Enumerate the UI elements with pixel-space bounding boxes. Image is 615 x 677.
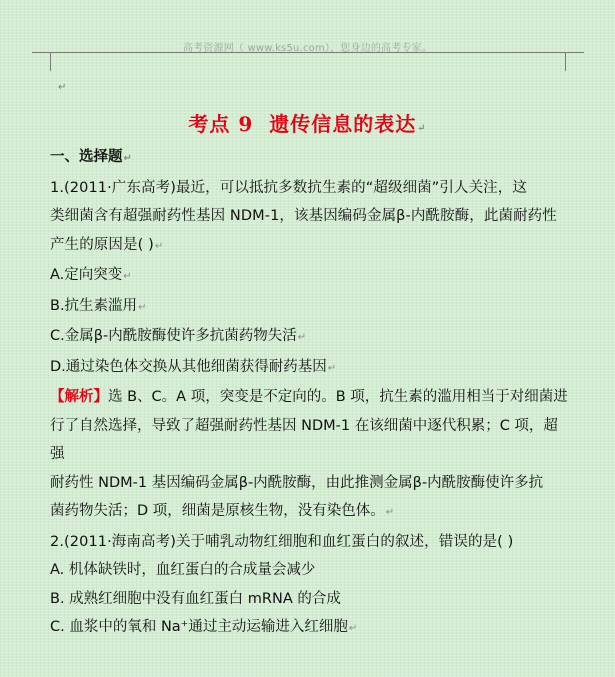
question-1-option-b: B.抗生素滥用↵ [50, 297, 147, 314]
paragraph-mark-icon: ↵ [297, 332, 307, 343]
paragraph-mark-icon: ↵ [154, 240, 164, 252]
paragraph-mark-icon: ↵ [348, 623, 358, 634]
title-topic-number: 考点 9 [188, 112, 254, 136]
question-1-stem-line: 产生的原因是( )↵ [50, 236, 164, 253]
question-1-option-d: D.通过染色体交换从其他细菌获得耐药基因↵ [50, 358, 337, 375]
question-1-stem: 1.(2011·广东高考)最近，可以抵抗多数抗生素的“超级细菌”引人关注，这 [50, 179, 527, 196]
question-1-option-a: A.定向突变↵ [50, 267, 132, 283]
question-2-stem: 2.(2011·海南高考)关于哺乳动物红细胞和血红蛋白的叙述，错误的是( ) [50, 533, 514, 550]
paragraph-mark-icon: ↵ [138, 301, 147, 313]
header-corner-mark-right [565, 52, 584, 71]
header-corner-mark-left [32, 52, 51, 71]
paragraph-mark-icon: ↵ [417, 123, 427, 134]
paragraph-mark-icon: ↵ [58, 82, 67, 93]
section-heading: 一、选择题↵ [50, 149, 132, 165]
page-title [0, 108, 615, 137]
question-2-option-a: A. 机体缺铁时，血红蛋白的合成量会减少 [50, 562, 316, 578]
question-1-stem-line: 类细菌含有超强耐药性基因 NDM-1，该基因编码金属β-内酰胺酶，此菌耐药性 [50, 208, 557, 224]
question-2-option-c: C. 血浆中的氧和 Na⁺通过主动运输进入红细胞↵ [50, 619, 358, 635]
question-1-analysis-line: 耐药性 NDM-1 基因编码金属β-内酰胺酶，由此推测金属β-内酰胺酶使许多抗 [50, 474, 544, 491]
paragraph-mark-icon: ↵ [123, 153, 132, 164]
paragraph-mark-icon: ↵ [123, 271, 132, 282]
document-body [50, 143, 572, 644]
question-1-option-c: C.金属β-内酰胺酶使许多抗菌药物失活↵ [50, 328, 307, 344]
question-1-analysis-line: 菌药物失活；D 项，细菌是原核生物，没有染色体。↵ [50, 503, 395, 519]
paragraph-mark-icon: ↵ [327, 362, 337, 374]
page-header-banner: 高考资源网（ www.ks5u.com），您身边的高考专家。 [182, 43, 433, 54]
header-rule [50, 52, 565, 53]
question-1-analysis: 【解析】选 B、C。A 项，突变是不定向的。B 项，抗生素的滥用相当于对细菌进 [50, 389, 568, 405]
question-2-option-b: B. 成熟红细胞中没有血红蛋白 mRNA 的合成 [50, 590, 341, 607]
title-topic-name: 遗传信息的表达 [269, 112, 417, 136]
paragraph-mark-icon: ↵ [385, 507, 395, 518]
question-1-analysis-line: 行了自然选择，导致了超强耐药性基因 NDM-1 在该细菌中逐代积累；C 项，超强 [50, 417, 558, 462]
analysis-tag: 【解析】 [50, 389, 108, 405]
